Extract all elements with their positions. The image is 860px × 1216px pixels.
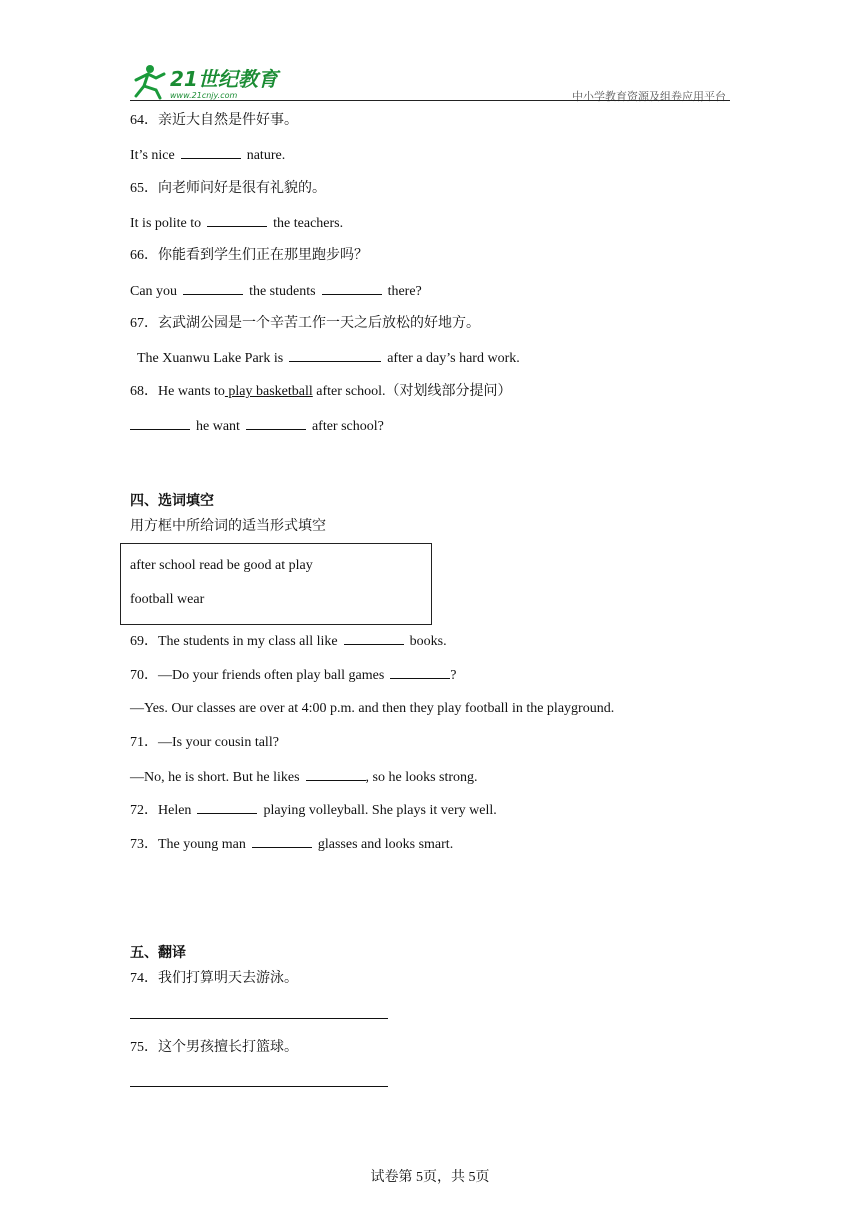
question-68-sentence (130, 417, 384, 436)
q70-before: 70．—Do your friends often play ball games (130, 668, 385, 683)
q65-after: the teachers. (273, 216, 344, 231)
q68-prefix: 68．He wants to (130, 384, 225, 399)
q68-blank-2[interactable] (246, 417, 306, 430)
question-72 (130, 801, 497, 820)
q69-blank[interactable] (344, 632, 404, 645)
question-69 (130, 632, 447, 651)
q67-before: The Xuanwu Lake Park is (137, 351, 284, 366)
q71-blank[interactable] (306, 768, 366, 781)
header-divider (130, 100, 730, 101)
q69-before: 69．The students in my class all like (130, 634, 338, 649)
q66-after: there? (387, 284, 422, 299)
section-4-title: 四、选词填空 (130, 493, 214, 509)
q72-after: playing volleyball. She plays it very well. (263, 803, 497, 818)
q71-after: , so he looks strong. (365, 770, 478, 785)
page-footer: 试卷第 5页，共 5页 (370, 1170, 490, 1185)
q72-blank[interactable] (197, 801, 257, 814)
question-64-sentence (130, 146, 285, 165)
section-5-title: 五、翻译 (130, 945, 186, 961)
question-73 (130, 835, 453, 854)
word-box-row-2: football wear (130, 592, 205, 607)
question-67-prompt: 67．玄武湖公园是一个辛苦工作一天之后放松的好地方。 (130, 316, 480, 331)
q75-answer-line[interactable] (130, 1086, 388, 1087)
q68-middle: he want (196, 419, 240, 434)
q65-blank[interactable] (207, 214, 267, 227)
question-71-reply (130, 768, 478, 787)
question-66-sentence (130, 282, 422, 301)
q74-answer-line[interactable] (130, 1018, 388, 1019)
question-65-prompt: 65．向老师问好是很有礼貌的。 (130, 181, 326, 196)
q66-blank-2[interactable] (322, 282, 382, 295)
q66-middle: the students (249, 284, 316, 299)
q68-after: after school? (311, 419, 384, 434)
question-70-reply: —Yes. Our classes are over at 4:00 p.m. and then they play football in the playground. (130, 701, 615, 716)
q68-blank-1[interactable] (130, 417, 190, 430)
q73-before: 73．The young man (130, 837, 246, 852)
question-66-prompt: 66．你能看到学生们正在那里跑步吗？ (130, 248, 368, 263)
q68-underlined-part: play basketball (224, 384, 313, 399)
q71-before: —No, he is short. But he likes (130, 770, 300, 785)
q67-after: after a day’s hard work. (387, 351, 520, 366)
page-header (130, 62, 730, 104)
q68-suffix: after school.（对划线部分提问） (312, 384, 512, 399)
question-65-sentence (130, 214, 343, 233)
question-74-prompt: 74．我们打算明天去游泳。 (130, 971, 298, 986)
question-68-prompt (130, 383, 511, 401)
logo-url-text: www.21cnjy.com (170, 91, 238, 100)
q67-blank[interactable] (289, 349, 381, 362)
question-75-prompt: 75．这个男孩擅长打篮球。 (130, 1040, 298, 1055)
q66-before: Can you (130, 284, 178, 299)
q64-before: It’s nice (130, 148, 175, 163)
q70-after: ? (450, 668, 457, 683)
logo-text: 21世纪教育 (170, 67, 278, 91)
q65-before: It is polite to (130, 216, 202, 231)
q64-blank[interactable] (181, 146, 241, 159)
runner-icon (136, 65, 164, 98)
q66-blank-1[interactable] (183, 282, 243, 295)
site-logo (130, 62, 310, 102)
question-71: 71．—Is your cousin tall? (130, 735, 279, 750)
q69-after: books. (409, 634, 447, 649)
word-box-row-1: after school read be good at play (130, 558, 313, 573)
question-67-sentence (137, 349, 520, 368)
word-box (120, 543, 432, 625)
question-64-prompt: 64．亲近大自然是件好事。 (130, 113, 298, 128)
q73-after: glasses and looks smart. (317, 837, 454, 852)
q73-blank[interactable] (252, 835, 312, 848)
section-4-instruction: 用方框中所给词的适当形式填空 (130, 518, 326, 534)
question-70 (130, 666, 457, 685)
q70-blank[interactable] (390, 666, 450, 679)
header-platform-text: 中小学教育资源及组卷应用平台 (572, 91, 726, 103)
q72-before: 72．Helen (130, 803, 192, 818)
q64-after: nature. (246, 148, 286, 163)
